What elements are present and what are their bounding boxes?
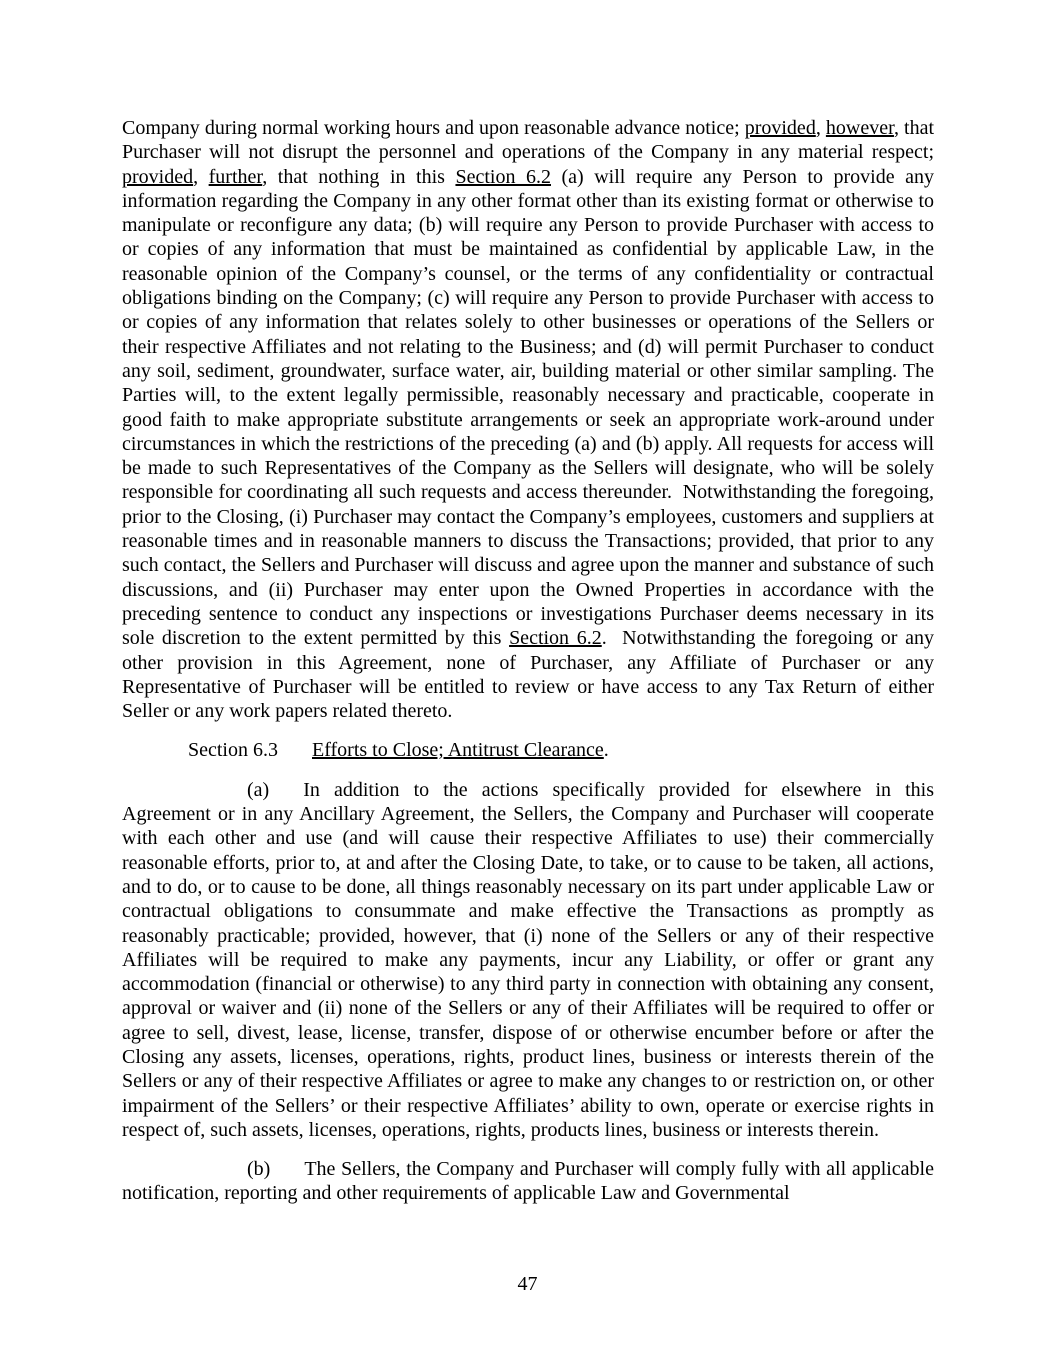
paragraph-6-3-a [122, 778, 934, 1142]
page-number: 47 [517, 1273, 538, 1295]
text-run: , that Purchaser will not disrupt the personnel and operations of the Company in any material respect; [122, 117, 935, 164]
text-run: In addition to the actions specifically provided for elsewhere in this Agreement or in any Ancillary Agreement, the Sellers, the Company and Purchaser will cooperate with each other and use (and will cause their respective Affiliates to use) their commercially reasonable efforts, prior to, at and after the Closing Date, to take, or to cause to be taken, all actions, and to do, or to cause to be done, all things reasonably necessary on its part under applicable Law or contractual obligations to consummate and make effective the Transactions as promptly as reasonably practicable; provided, however, that (i) none of the Sellers or any of their respective Affiliates will be required to make any payments, incur any Liability, or offer or grant any accommodation (financial or otherwise) to any third party in connection with obtaining any consent, approval or waiver and (ii) none of the Sellers or any of their Affiliates will be required to offer or agree to sell, divest, lease, license, transfer, dispose of or otherwise encumber before or after the Closing any assets, licenses, operations, rights, product lines, business or interests therein of the Sellers or any of their respective Affiliates or agree to make any changes to or restriction on, or other impairment of the Sellers’ or their respective Affiliates’ ability to own, operate or exercise rights in respect of, such assets, licenses, operations, rights, products lines, business or interests therein. [122, 778, 934, 1141]
underlined-text: Efforts to Close; Antitrust Clearance [312, 739, 604, 762]
text-run: , [193, 165, 209, 188]
text-run: (a) will require any Person to provide any information regarding the Company in any other format other than its existing format or otherwise to manipulate or reconfigure any data; (b) will require any Person to provide Purchaser with access to or copies of any information that must be maintained as confidential by applicable Law, in the reasonable opinion of the Company’s counsel, or the terms of any confidentiality or contractual obligations binding on the Company; (c) will require any Person to provide Purchaser with access to or copies of any information that relates solely to other businesses or operations of the Sellers or their respective Affiliates and not relating to the Business; and (d) will permit Purchaser to conduct any soil, sediment, groundwater, surface water, air, building material or other similar sampling. The Parties will, to the extent legally permissible, reasonably necessary and practicable, cooperate in good faith to make appropriate substitute arrangements or seek an appropriate work-around under circumstances in which the restrictions of the preceding (a) and (b) apply. All requests for access will be made to such Representatives of the Company as the Sellers will designate, who will be solely responsible for coordinating all such requests and access thereunder. Notwithstanding the foregoing, prior to the Closing, (i) Purchaser may contact the Company’s employees, customers and suppliers at reasonable times and in reasonable manners to discuss the Transactions; provided, that prior to any such contact, the Sellers and Purchaser will discuss and agree upon the manner and substance of such discussions, and (ii) Purchaser may enter upon the Owned Properties in accordance with the preceding sentence to conduct any inspections or investigations Purchaser deems necessary in its sole discretion to the extent permitted by this [122, 165, 934, 650]
underlined-text: however [825, 117, 894, 139]
underlined-text: Section 6.2 [509, 627, 602, 650]
underlined-text: further [208, 165, 263, 188]
text-run: . Notwithstanding the foregoing or any other provision in this Agreement, none of Purchaser, any Affiliate of Purchaser or any Representative of Purchaser will be entitled to review or have access to any Tax Return of either Seller or any work papers related thereto. [122, 627, 934, 723]
underlined-text: provided [744, 117, 816, 139]
underlined-text: Section 6.2 [455, 165, 551, 188]
text-run: . [603, 739, 609, 762]
underlined-text: provided [122, 165, 194, 188]
document-body [122, 116, 934, 1206]
paragraph-6-3-b [122, 1157, 934, 1206]
text-run: Company during normal working hours and upon reasonable advance notice; [122, 117, 745, 139]
paragraph-section-6-3-heading [122, 738, 934, 762]
text-run: , [815, 117, 826, 139]
text-run: , that nothing in this [262, 165, 456, 188]
page-footer [0, 1272, 1055, 1296]
text-run: Section 6.3 [188, 739, 278, 762]
text-run: (a) [247, 778, 270, 801]
paragraph-section-6-2-continuation [122, 116, 934, 723]
text-run: (b) [247, 1158, 271, 1181]
text-run: The Sellers, the Company and Purchaser will comply fully with all applicable notification, reporting and other requirements of applicable Law and Governmental [122, 1158, 934, 1205]
